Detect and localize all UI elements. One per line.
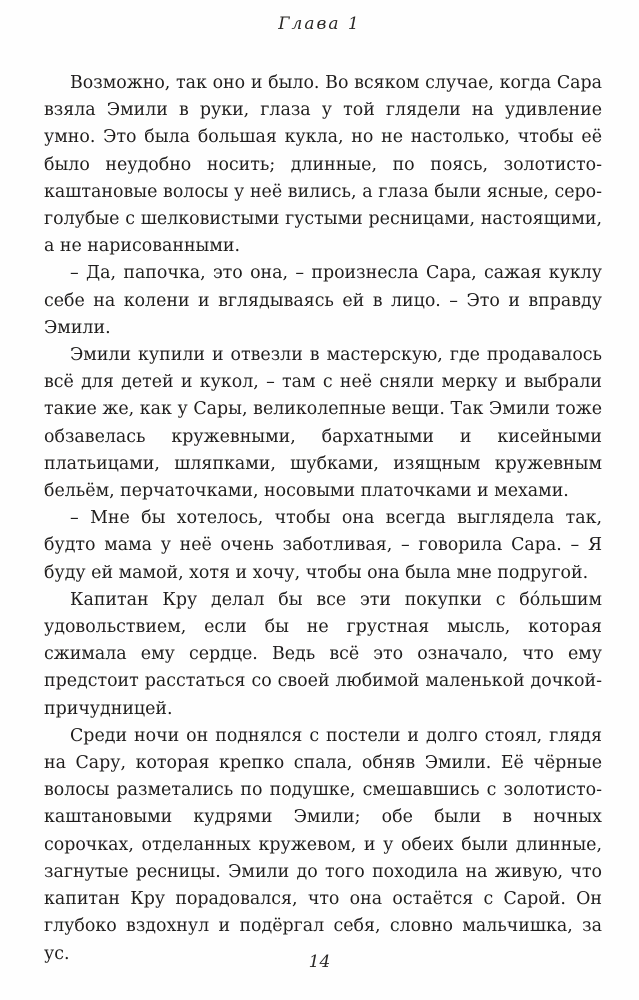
chapter-title: Глава 1 xyxy=(278,14,361,34)
paragraph: Среди ночи он поднялся с постели и долго стоял, глядя на Сару, которая крепко спала, обняв Эмили. Её чёрные волосы разметались по подушке, смешавшись с золотисто-каштановыми кудрями Эмили; обе были в ночных сорочках, отделанных кружевом, и у обеих были длинные, загнутые ресницы. Эмили до того походила на живую, что капитан Кру порадовался, что она остаётся с Сарой. Он глубоко вздохнул и подёргал себя, словно мальчишка, за ус. xyxy=(44,725,602,964)
paragraph: Возможно, так оно и было. Во всяком случае, когда Сара взяла Эмили в руки, глаза у той глядели на удивление умно. Это была большая кукла, но не настолько, чтобы её было неудобно носить; длинные, по поясь, золотисто-каштановые волосы у неё вились, а глаза были ясные, серо-голубые с шелковистыми густыми ресницами, настоящими, а не нарисованными. xyxy=(44,73,602,257)
paragraph: – Да, папочка, это она, – произнесла Сара, сажая куклу себе на колени и вглядываясь ей в лицо. – Это и вправду Эмили. xyxy=(44,263,602,338)
paragraph: – Мне бы хотелось, чтобы она всегда выглядела так, будто мама у неё очень заботливая, – говорила Сара. – Я буду ей мамой, хотя и хочу, чтобы она была мне подругой. xyxy=(44,508,602,583)
paragraph: Эмили купили и отвезли в мастерскую, где продавалось всё для детей и кукол, – там с неё сняли мерку и выбрали такие же, как у Сары, великолепные вещи. Так Эмили тоже обзавелась кружевными, бархатными и кисейными платьицами, шляпками, шубками, изящным кружевным бельём, перчаточками, носовыми платочками и мехами. xyxy=(44,345,602,502)
body-text xyxy=(44,70,602,968)
page-number: 14 xyxy=(308,952,331,972)
paragraph: Капитан Кру делал бы все эти покупки с бо́льшим удовольствием, если бы не грустная мысль, которая сжимала ему сердце. Ведь всё это означало, что ему предстоит расстаться со своей любимой маленькой дочкой-причудницей. xyxy=(44,589,602,719)
